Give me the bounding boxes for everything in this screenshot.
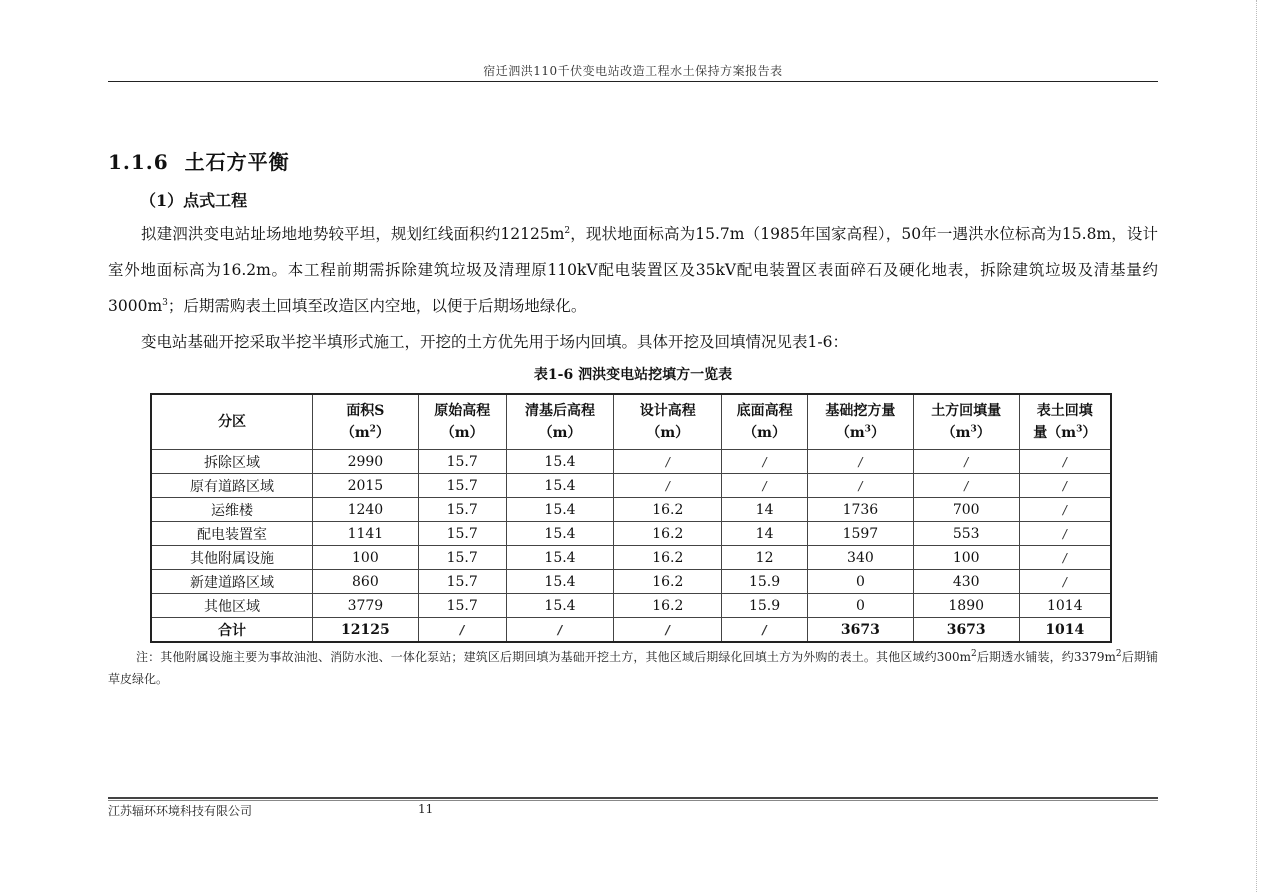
table-cell: 1014 <box>1019 618 1111 643</box>
column-header-unit: （m） <box>743 425 786 441</box>
table-cell: 1240 <box>312 498 418 522</box>
table-cell: 16.2 <box>614 522 722 546</box>
table-cell: 1014 <box>1019 594 1111 618</box>
note-sup-a: 2 <box>971 649 977 659</box>
subsection-heading: （1）点式工程 <box>140 191 248 210</box>
table-row <box>151 522 1111 546</box>
column-header-label: 设计高程 <box>639 403 696 419</box>
table-cell: 860 <box>312 570 418 594</box>
column-header-label: 表土回填 <box>1036 403 1093 419</box>
column-header <box>614 394 722 450</box>
column-header-unit: （m <box>835 425 865 441</box>
column-header <box>506 394 614 450</box>
page-header-title: 宿迁泗洪110千伏变电站改造工程水土保持方案报告表 <box>483 64 783 78</box>
table-cell: 553 <box>913 522 1019 546</box>
table-cell: 14 <box>722 522 808 546</box>
table-cell: 15.7 <box>418 498 506 522</box>
table-cell: 1597 <box>808 522 914 546</box>
table-header-row <box>151 394 1111 450</box>
column-header-label: 分区 <box>217 414 246 430</box>
column-header-unit: （m） <box>646 425 690 441</box>
table-cell: 430 <box>913 570 1019 594</box>
earthwork-table <box>150 393 1112 643</box>
para1-text-b: ，现状地面标高为15.7m（1985年国家高程），50年一遇洪水位标高为15.8m，设计室外地面标高为16.2m。本工程前期需拆除建筑垃圾及清理原110kV配电装置区及35kV配电装置区表面碎石及硬化地表，拆除建筑垃圾及清基量约3000m <box>108 225 1158 315</box>
table-row <box>151 594 1111 618</box>
table-cell: / <box>1019 498 1111 522</box>
table-cell: 12 <box>722 546 808 570</box>
table-cell: 1736 <box>808 498 914 522</box>
row-label-cell: 拆除区域 <box>151 450 312 474</box>
row-label-cell: 其他区域 <box>151 594 312 618</box>
column-header-unit-end: ） <box>976 425 991 441</box>
row-label-cell: 其他附属设施 <box>151 546 312 570</box>
footer-rule-thin <box>108 800 1158 801</box>
table-cell: 15.7 <box>418 474 506 498</box>
column-header <box>1019 394 1111 450</box>
table-cell: / <box>1019 570 1111 594</box>
page-edge-line <box>1256 0 1257 892</box>
table-cell: / <box>722 450 808 474</box>
row-label-cell: 新建道路区域 <box>151 570 312 594</box>
column-header-unit-end: ） <box>1082 425 1097 441</box>
footer-rule <box>108 797 1158 799</box>
paragraph-excavation: 变电站基础开挖采取半挖半填形式施工，开挖的土方优先用于场内回填。具体开挖及回填情况见表1-6： <box>141 333 848 351</box>
column-header <box>312 394 418 450</box>
table-cell: 2015 <box>312 474 418 498</box>
table-cell: / <box>418 618 506 643</box>
column-header-label: 清基后高程 <box>525 403 595 419</box>
column-header-unit-sup: 3 <box>970 424 977 435</box>
header-rule <box>108 81 1158 82</box>
table-row <box>151 498 1111 522</box>
table-cell: / <box>722 474 808 498</box>
table-cell: 15.7 <box>418 546 506 570</box>
column-header-unit-end: ） <box>375 425 390 441</box>
para1-sup-b: 3 <box>162 297 168 308</box>
table-cell: 15.4 <box>506 570 614 594</box>
row-label-cell: 运维楼 <box>151 498 312 522</box>
table-note <box>108 646 1158 690</box>
table-cell: 15.4 <box>506 474 614 498</box>
column-header <box>151 394 312 450</box>
table-cell: 14 <box>722 498 808 522</box>
column-header <box>722 394 808 450</box>
column-header-label: 土方回填量 <box>931 403 1002 419</box>
note-text-c: 后期铺草皮绿化。 <box>108 650 1158 686</box>
table-cell: 700 <box>913 498 1019 522</box>
table-cell: / <box>722 618 808 643</box>
footer-company: 江苏辐环环境科技有限公司 <box>108 804 253 818</box>
table-cell: 3779 <box>312 594 418 618</box>
section-title: 土石方平衡 <box>184 150 290 174</box>
table-row <box>151 570 1111 594</box>
table-cell: 15.7 <box>418 594 506 618</box>
para1-text-c: ；后期需购表土回填至改造区内空地，以便于后期场地绿化。 <box>167 297 587 315</box>
table-cell: / <box>614 618 722 643</box>
table-row <box>151 450 1111 474</box>
table-cell: / <box>1019 522 1111 546</box>
column-header-label: 底面高程 <box>736 403 793 419</box>
table-cell: 16.2 <box>614 498 722 522</box>
row-label-cell: 合计 <box>151 618 312 643</box>
note-sup-b: 2 <box>1115 649 1122 659</box>
column-header-label: 原始高程 <box>434 403 491 419</box>
table-cell: / <box>808 450 914 474</box>
table-cell: / <box>1019 546 1111 570</box>
table-cell: / <box>506 618 614 643</box>
column-header-unit: （m） <box>538 425 582 441</box>
column-header <box>808 394 914 450</box>
table-cell: 15.9 <box>722 594 808 618</box>
table-cell: 15.4 <box>506 594 614 618</box>
table-cell: 3673 <box>913 618 1019 643</box>
para1-sup-a: 2 <box>564 225 571 236</box>
table-row <box>151 474 1111 498</box>
table-cell: 1141 <box>312 522 418 546</box>
column-header-unit: （m <box>941 425 971 441</box>
column-header-label: 面积S <box>346 403 385 419</box>
table-cell: 2990 <box>312 450 418 474</box>
column-header-label: 基础挖方量 <box>825 403 896 419</box>
column-header-unit-sup: 2 <box>369 424 376 435</box>
table-cell: 15.4 <box>506 546 614 570</box>
row-label-cell: 原有道路区域 <box>151 474 312 498</box>
table-cell: / <box>614 450 722 474</box>
table-cell: 15.4 <box>506 450 614 474</box>
table-total-row <box>151 618 1111 643</box>
table-cell: 100 <box>312 546 418 570</box>
column-header-unit-sup: 3 <box>1076 424 1083 435</box>
column-header-unit-sup: 3 <box>864 424 871 435</box>
table-cell: / <box>913 450 1019 474</box>
table-cell: 15.7 <box>418 570 506 594</box>
table-cell: 15.7 <box>418 450 506 474</box>
para1-text-a: 拟建泗洪变电站址场地地势较平坦，规划红线面积约12125m <box>141 225 565 243</box>
page-number: 11 <box>418 802 434 816</box>
table-cell: 16.2 <box>614 546 722 570</box>
section-heading <box>108 146 290 175</box>
table-cell: 16.2 <box>614 594 722 618</box>
table-cell: 1890 <box>913 594 1019 618</box>
note-text-b: 后期透水铺装，约3379m <box>976 650 1116 664</box>
table-cell: / <box>614 474 722 498</box>
table-cell: 16.2 <box>614 570 722 594</box>
table-cell: 15.4 <box>506 522 614 546</box>
section-number: 1.1.6 <box>108 150 169 174</box>
column-header <box>913 394 1019 450</box>
column-header-unit: 量（m <box>1033 425 1077 441</box>
table-cell: 15.9 <box>722 570 808 594</box>
table-cell: / <box>1019 450 1111 474</box>
table-cell: 100 <box>913 546 1019 570</box>
table-cell: 15.4 <box>506 498 614 522</box>
table-row <box>151 546 1111 570</box>
table-cell: / <box>913 474 1019 498</box>
row-label-cell: 配电装置室 <box>151 522 312 546</box>
paragraph-site-description <box>108 216 1158 324</box>
table-cell: 3673 <box>808 618 914 643</box>
note-text-a: 注：其他附属设施主要为事故油池、消防水池、一体化泵站；建筑区后期回填为基础开挖土方，其他区域后期绿化回填土方为外购的表土。其他区域约300m <box>136 650 972 664</box>
table-cell: 340 <box>808 546 914 570</box>
table-cell: 12125 <box>312 618 418 643</box>
table-cell: 15.7 <box>418 522 506 546</box>
table-cell: / <box>808 474 914 498</box>
table-cell: 0 <box>808 570 914 594</box>
column-header-unit-end: ） <box>870 425 885 441</box>
column-header-unit: （m <box>340 425 370 441</box>
column-header <box>418 394 506 450</box>
table-caption: 表1-6 泗洪变电站挖填方一览表 <box>533 367 733 383</box>
table-cell: 0 <box>808 594 914 618</box>
table-cell: / <box>1019 474 1111 498</box>
column-header-unit: （m） <box>440 425 484 441</box>
